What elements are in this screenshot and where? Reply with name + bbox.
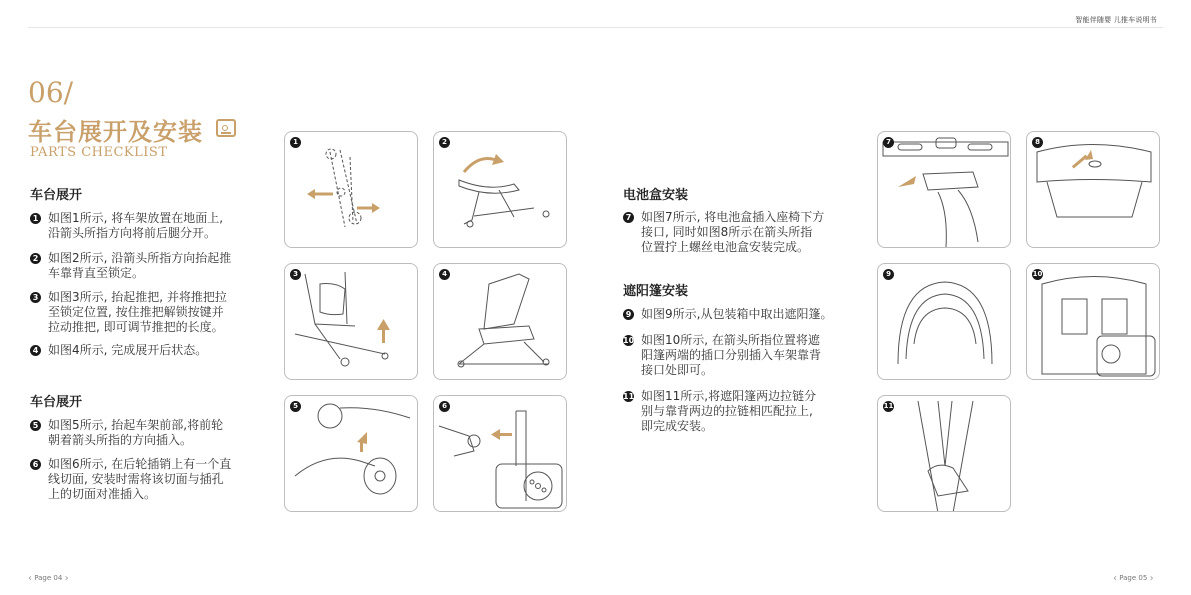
instruction-step	[623, 210, 824, 255]
step-text-line: 车靠背直至锁定。	[48, 266, 145, 280]
step-number-badge: 11	[623, 392, 635, 401]
figure-number-badge: 3	[290, 269, 301, 280]
figure-number-badge: 10	[1032, 270, 1043, 278]
step-number-badge: 4	[30, 345, 41, 356]
step-text-line: 接口处即可。	[641, 363, 714, 377]
page-label: Page	[34, 574, 52, 582]
figure-number-badge: 2	[439, 137, 450, 148]
figure-9	[877, 263, 1011, 380]
section-title: 车台展开及安装	[28, 118, 203, 146]
step-text-line: 如图11所示,将遮阳篷两边拉链分	[641, 389, 817, 403]
figure-number-badge: 7	[883, 137, 894, 148]
figure-number-badge: 1	[290, 137, 301, 148]
figure-number-badge: 9	[883, 269, 894, 280]
figure-3	[284, 263, 418, 380]
instruction-step	[30, 457, 231, 502]
canopy-insert-illustration	[1027, 264, 1160, 380]
instruction-step	[623, 389, 816, 434]
figure-10	[1026, 263, 1160, 380]
battery-box-install-illustration	[878, 132, 1011, 248]
figure-6	[433, 395, 567, 512]
figure-1	[284, 131, 418, 248]
section-subtitle: PARTS CHECKLIST	[30, 145, 168, 160]
page-footer-left	[28, 573, 69, 584]
page-label: Page	[1119, 574, 1137, 582]
front-wheel-install-illustration	[285, 396, 418, 512]
chevron-left-icon[interactable]: ‹	[1113, 573, 1117, 584]
group-heading: 车台展开	[30, 188, 83, 203]
step-text-line: 上的切面对准插入。	[48, 487, 157, 501]
rear-wheel-pin-illustration	[434, 396, 567, 512]
manual-title: 智能伴随婴 儿推车说明书	[1075, 16, 1157, 24]
step-number-badge: 9	[623, 309, 634, 320]
step-number-badge: 10	[623, 336, 635, 345]
step-text-line: 至锁定位置, 按住推把解锁按键并	[48, 305, 224, 319]
figure-number-badge: 6	[439, 401, 450, 412]
step-number-badge: 6	[30, 459, 41, 470]
zipper-attach-illustration	[878, 396, 1011, 512]
manual-icon	[216, 119, 236, 137]
step-text-line: 如图1所示, 将车架放置在地面上,	[48, 211, 224, 225]
instruction-step	[30, 343, 207, 358]
stroller-unfolded-illustration	[434, 264, 567, 380]
page-footer-right	[1113, 573, 1154, 584]
step-number-badge: 5	[30, 420, 41, 431]
figure-11	[877, 395, 1011, 512]
figure-8	[1026, 131, 1160, 248]
step-text-line: 接口, 同时如图8所示在箭头所指	[641, 225, 813, 239]
instruction-step	[623, 307, 832, 322]
instruction-step	[623, 333, 821, 378]
figure-number-badge: 5	[290, 401, 301, 412]
instruction-step	[30, 251, 231, 281]
figure-4	[433, 263, 567, 380]
step-text-line: 如图9所示,从包装箱中取出遮阳篷。	[641, 307, 833, 321]
page-number: 05	[1138, 574, 1148, 582]
step-number-badge: 1	[30, 213, 41, 224]
stroller-backrest-illustration	[434, 132, 567, 248]
step-text-line: 如图6所示, 在后轮插销上有一个直	[48, 457, 232, 471]
sun-canopy-illustration	[878, 264, 1011, 380]
step-text-line: 位置拧上螺丝电池盒安装完成。	[641, 240, 810, 254]
step-text-line: 即完成安装。	[641, 419, 714, 433]
step-text-line: 沿箭头所指方向将前后腿分开。	[48, 226, 217, 240]
step-text-line: 朝着箭头所指的方向插入。	[48, 433, 193, 447]
step-number-badge: 2	[30, 253, 41, 264]
stroller-handle-illustration	[285, 264, 418, 380]
header-divider	[28, 27, 1163, 28]
stroller-folded-illustration	[285, 132, 418, 248]
group-heading: 遮阳篷安装	[623, 284, 689, 299]
screw-fastening-illustration	[1027, 132, 1160, 248]
instruction-step	[30, 211, 223, 241]
step-number-badge: 7	[623, 212, 634, 223]
step-text-line: 拉动推把, 即可调节推把的长度。	[48, 320, 224, 334]
figure-number-badge: 4	[439, 269, 450, 280]
instruction-step	[30, 418, 223, 448]
instruction-step	[30, 290, 227, 335]
step-text-line: 如图2所示, 沿箭头所指方向抬起推	[48, 251, 232, 265]
step-text-line: 如图10所示, 在箭头所指位置将遮	[641, 333, 820, 347]
step-number-badge: 3	[30, 292, 41, 303]
step-text-line: 线切面, 安装时需将该切面与插孔	[48, 472, 224, 486]
step-text-line: 别与靠背两边的拉链相匹配拉上,	[641, 404, 813, 418]
group-heading: 车台展开	[30, 395, 83, 410]
section-number: 06/	[28, 76, 74, 109]
step-text-line: 如图4所示, 完成展开后状态。	[48, 343, 208, 357]
figure-number-badge: 8	[1032, 137, 1043, 148]
step-text-line: 如图3所示, 抬起推把, 并将推把拉	[48, 290, 227, 304]
page-number: 04	[53, 574, 63, 582]
chevron-right-icon[interactable]: ›	[1149, 573, 1154, 584]
step-text-line: 如图5所示, 抬起车架前部,将前轮	[48, 418, 224, 432]
group-heading: 电池盒安装	[623, 188, 689, 203]
figure-7	[877, 131, 1011, 248]
chevron-left-icon[interactable]: ‹	[28, 573, 32, 584]
figure-number-badge: 11	[883, 402, 894, 410]
figure-5	[284, 395, 418, 512]
step-text-line: 阳篷两端的插口分别插入车架靠背	[641, 348, 822, 362]
step-text-line: 如图7所示, 将电池盒插入座椅下方	[641, 210, 825, 224]
figure-2	[433, 131, 567, 248]
chevron-right-icon[interactable]: ›	[64, 573, 69, 584]
